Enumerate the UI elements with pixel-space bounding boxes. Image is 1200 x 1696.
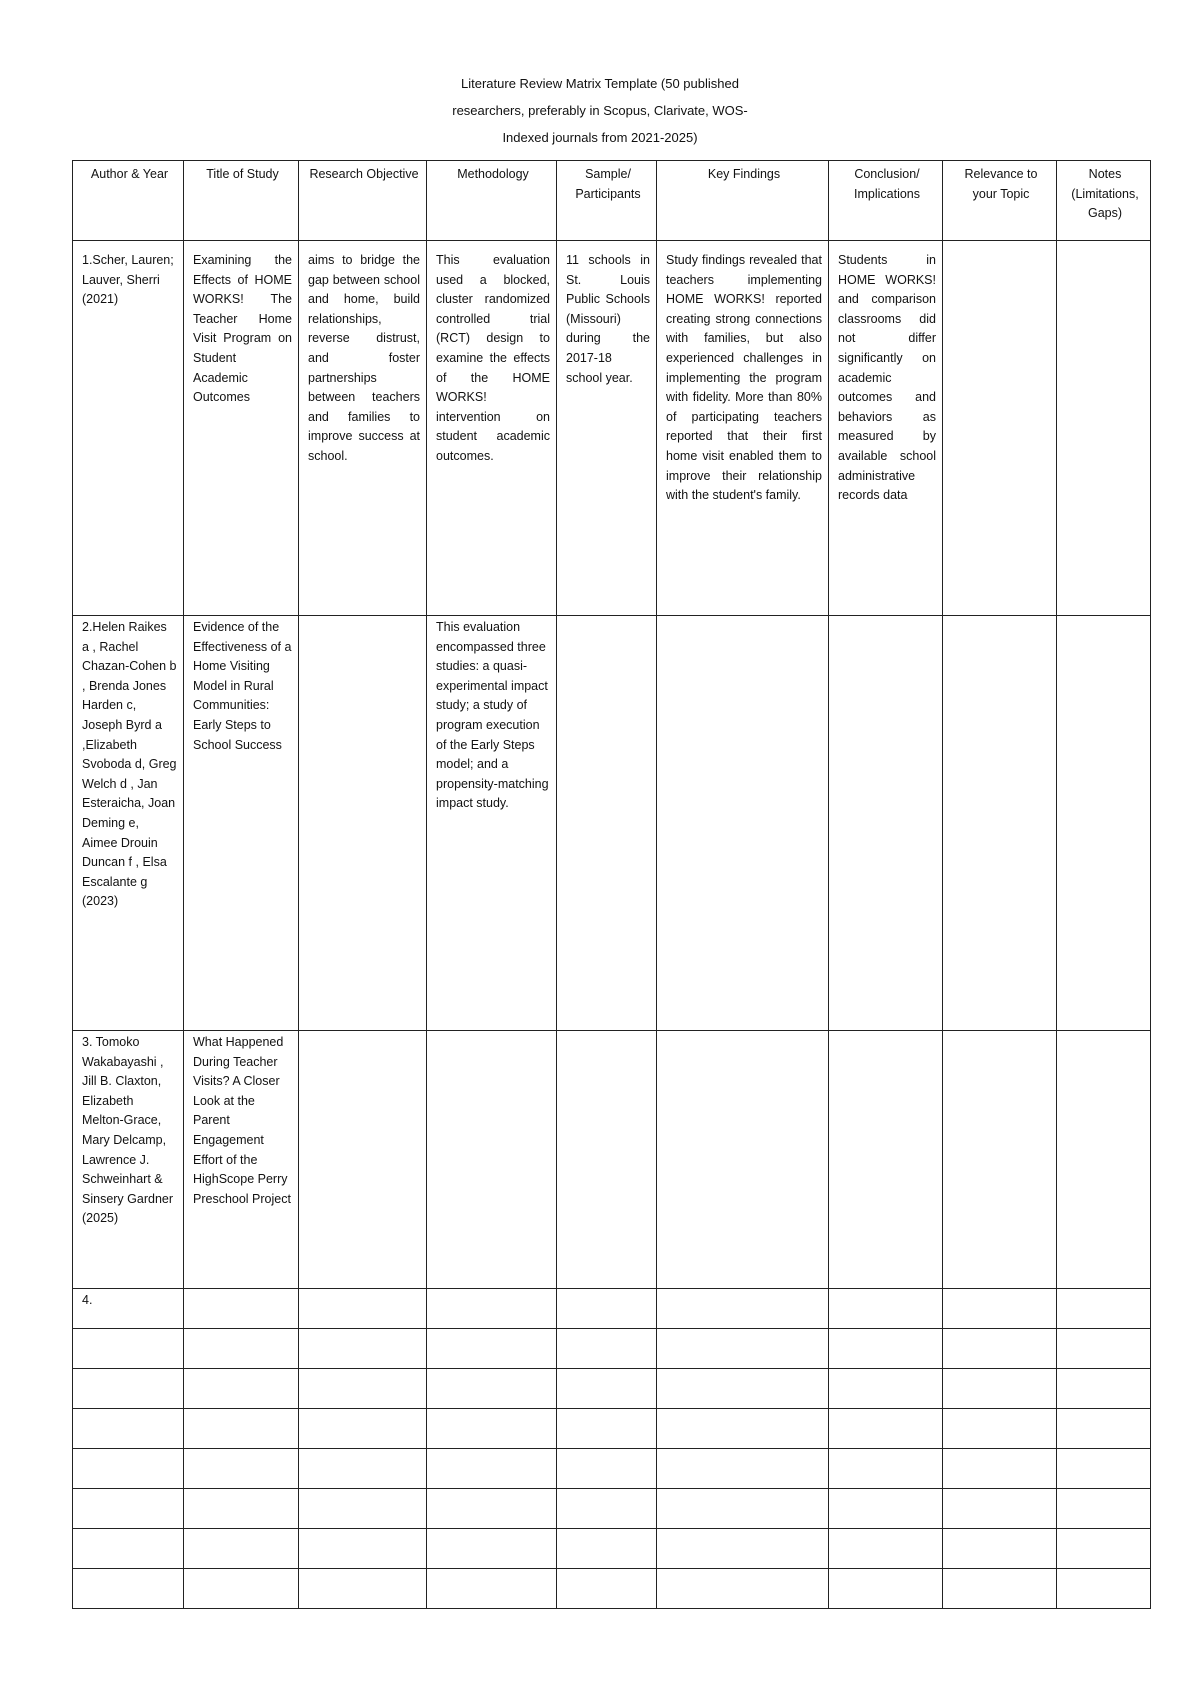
header-notes: Notes (Limitations, Gaps) <box>1057 161 1151 241</box>
header-title-of-study: Title of Study <box>184 161 299 241</box>
empty-cell <box>557 1409 657 1449</box>
empty-cell <box>427 1369 557 1409</box>
empty-cell <box>943 1569 1057 1609</box>
empty-cell <box>657 1489 829 1529</box>
empty-cell <box>73 1449 184 1489</box>
cell-author: 2.Helen Raikes a , Rachel Chazan-Cohen b , Brenda Jones Harden c, Joseph Byrd a ,Elizabeth Svoboda d, Greg Welch d , Jan Esteraicha, Joan Deming e, Aimee Drouin Duncan f , Elsa Escalante g (2023) <box>73 616 184 1031</box>
empty-cell <box>557 1489 657 1529</box>
cell-sample: 11 schools in St. Louis Public Schools (Missouri) during the 2017-18 school year. <box>557 241 657 616</box>
empty-cell <box>427 1449 557 1489</box>
empty-cell <box>829 1329 943 1369</box>
header-methodology: Methodology <box>427 161 557 241</box>
table-row <box>73 616 1151 1031</box>
empty-cell <box>299 1529 427 1569</box>
cell-findings <box>657 1031 829 1289</box>
empty-cell <box>829 1489 943 1529</box>
empty-cell <box>184 1489 299 1529</box>
empty-cell <box>184 1449 299 1489</box>
empty-cell <box>299 1489 427 1529</box>
empty-cell <box>557 1289 657 1329</box>
cell-methodology <box>427 1031 557 1289</box>
table-row <box>73 1289 1151 1329</box>
empty-cell <box>657 1529 829 1569</box>
empty-cell <box>657 1369 829 1409</box>
empty-cell <box>184 1329 299 1369</box>
cell-findings: Study findings revealed that teachers implementing HOME WORKS! reported creating strong connections with families, but also experienced challenges in implementing the program with fidelity. More than 80% of participating teachers reported that their first home visit enabled them to improve their relationship with the student's family. <box>657 241 829 616</box>
empty-cell <box>829 1529 943 1569</box>
empty-cell <box>943 1409 1057 1449</box>
table-row <box>73 1369 1151 1409</box>
empty-cell <box>657 1449 829 1489</box>
empty-cell <box>829 1569 943 1609</box>
cell-methodology: This evaluation used a blocked, cluster randomized controlled trial (RCT) design to examine the effects of the HOME WORKS! intervention on student academic outcomes. <box>427 241 557 616</box>
empty-cell <box>184 1289 299 1329</box>
empty-cell <box>1057 1329 1151 1369</box>
cell-objective <box>299 1031 427 1289</box>
table-row <box>73 1449 1151 1489</box>
empty-cell <box>427 1329 557 1369</box>
empty-cell <box>299 1329 427 1369</box>
empty-cell <box>184 1569 299 1609</box>
empty-cell <box>427 1529 557 1569</box>
cell-objective: aims to bridge the gap between school and home, build relationships, reverse distrust, and foster partnerships between teachers and families to improve success at school. <box>299 241 427 616</box>
cell-findings <box>657 616 829 1031</box>
empty-cell <box>427 1409 557 1449</box>
empty-cell <box>829 1409 943 1449</box>
table-row <box>73 1489 1151 1529</box>
empty-cell <box>943 1329 1057 1369</box>
empty-cell <box>1057 1449 1151 1489</box>
cell-sample <box>557 616 657 1031</box>
document-title-line-1: Literature Review Matrix Template (50 published <box>461 76 739 91</box>
cell-notes <box>1057 241 1151 616</box>
cell-conclusion <box>829 1031 943 1289</box>
empty-cell <box>299 1409 427 1449</box>
table-row <box>73 1569 1151 1609</box>
empty-cell <box>657 1329 829 1369</box>
header-key-findings: Key Findings <box>657 161 829 241</box>
cell-title: What Happened During Teacher Visits? A Closer Look at the Parent Engagement Effort of the HighScope Perry Preschool Project <box>184 1031 299 1289</box>
empty-cell <box>943 1529 1057 1569</box>
cell-relevance <box>943 616 1057 1031</box>
table-row <box>73 1329 1151 1369</box>
cell-author: 1.Scher, Lauren; Lauver, Sherri (2021) <box>73 241 184 616</box>
table-row <box>73 1529 1151 1569</box>
cell-relevance <box>943 1031 1057 1289</box>
empty-cell <box>1057 1369 1151 1409</box>
empty-cell <box>299 1369 427 1409</box>
cell-conclusion <box>829 616 943 1031</box>
empty-cell <box>73 1369 184 1409</box>
empty-cell <box>1057 1409 1151 1449</box>
empty-cell <box>427 1289 557 1329</box>
empty-cell <box>1057 1289 1151 1329</box>
cell-row-number: 4. <box>73 1289 184 1329</box>
header-sample-participants: Sample/ Participants <box>557 161 657 241</box>
empty-cell <box>73 1529 184 1569</box>
header-row <box>73 161 1151 241</box>
empty-cell <box>299 1289 427 1329</box>
empty-cell <box>427 1569 557 1609</box>
cell-author: 3. Tomoko Wakabayashi , Jill B. Claxton, Elizabeth Melton-Grace, Mary Delcamp, Lawrence J. Schweinhart & Sinsery Gardner (2025) <box>73 1031 184 1289</box>
cell-notes <box>1057 1031 1151 1289</box>
empty-cell <box>73 1329 184 1369</box>
empty-cell <box>184 1409 299 1449</box>
cell-methodology: This evaluation encompassed three studies: a quasi-experimental impact study; a study of program execution of the Early Steps model; and a propensity-matching impact study. <box>427 616 557 1031</box>
empty-cell <box>657 1409 829 1449</box>
header-research-objective: Research Objective <box>299 161 427 241</box>
empty-cell <box>73 1489 184 1529</box>
cell-title: Evidence of the Effectiveness of a Home Visiting Model in Rural Communities: Early Steps to School Success <box>184 616 299 1031</box>
cell-objective <box>299 616 427 1031</box>
empty-cell <box>1057 1569 1151 1609</box>
table-row <box>73 1031 1151 1289</box>
header-conclusion-implications: Conclusion/ Implications <box>829 161 943 241</box>
empty-cell <box>829 1289 943 1329</box>
empty-cell <box>657 1569 829 1609</box>
empty-cell <box>829 1449 943 1489</box>
empty-cell <box>557 1449 657 1489</box>
empty-cell <box>943 1369 1057 1409</box>
literature-review-matrix <box>72 160 1151 1609</box>
document-title-line-2: researchers, preferably in Scopus, Clarivate, WOS- <box>452 103 748 118</box>
document-title-line-3: Indexed journals from 2021-2025) <box>502 130 698 145</box>
cell-sample <box>557 1031 657 1289</box>
empty-cell <box>943 1289 1057 1329</box>
table-row <box>73 241 1151 616</box>
header-author-year: Author & Year <box>73 161 184 241</box>
empty-cell <box>557 1569 657 1609</box>
empty-cell <box>557 1529 657 1569</box>
empty-cell <box>1057 1529 1151 1569</box>
empty-cell <box>73 1569 184 1609</box>
cell-title: Examining the Effects of HOME WORKS! The Teacher Home Visit Program on Student Academic Outcomes <box>184 241 299 616</box>
empty-cell <box>657 1289 829 1329</box>
cell-notes <box>1057 616 1151 1031</box>
empty-cell <box>427 1489 557 1529</box>
empty-cell <box>184 1369 299 1409</box>
empty-cell <box>943 1449 1057 1489</box>
empty-cell <box>943 1489 1057 1529</box>
empty-cell <box>557 1329 657 1369</box>
empty-cell <box>1057 1489 1151 1529</box>
empty-cell <box>184 1529 299 1569</box>
header-relevance: Relevance to your Topic <box>943 161 1057 241</box>
empty-cell <box>557 1369 657 1409</box>
cell-conclusion: Students in HOME WORKS! and comparison classrooms did not differ significantly on academic outcomes and behaviors as measured by available school administrative records data <box>829 241 943 616</box>
empty-cell <box>829 1369 943 1409</box>
empty-cell <box>73 1409 184 1449</box>
cell-relevance <box>943 241 1057 616</box>
empty-cell <box>299 1569 427 1609</box>
table-row <box>73 1409 1151 1449</box>
empty-cell <box>299 1449 427 1489</box>
